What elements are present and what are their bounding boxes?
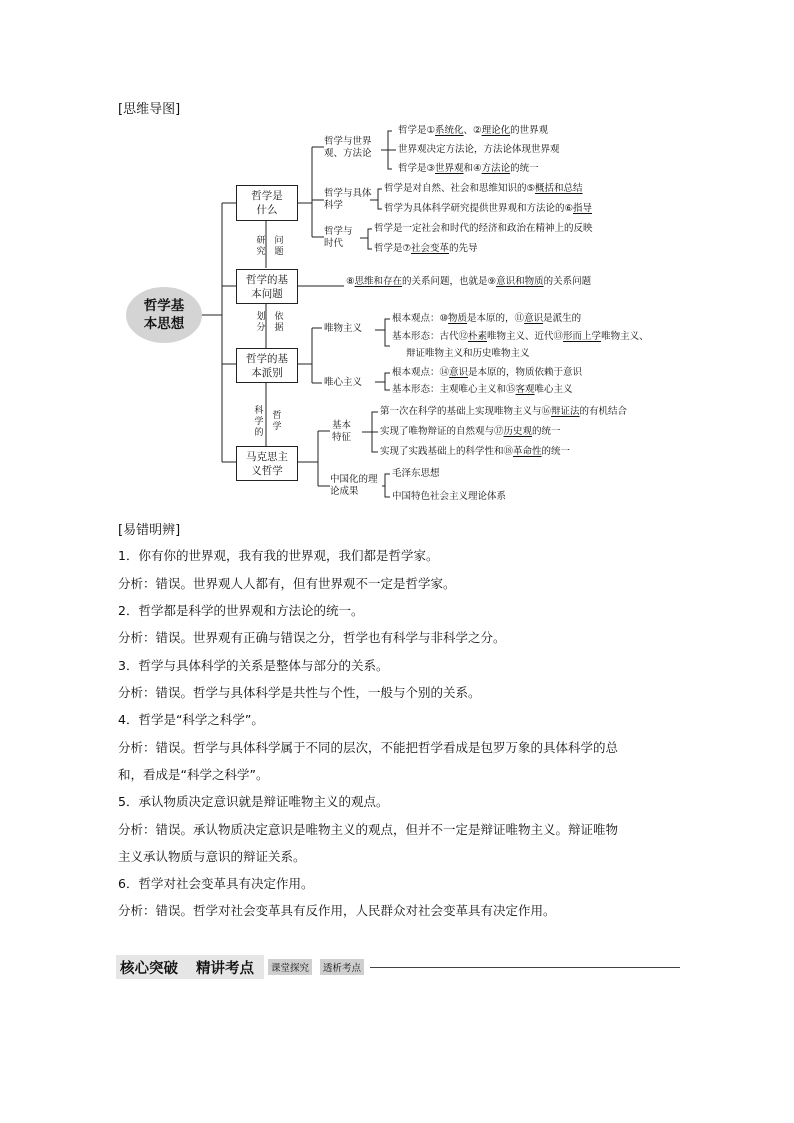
connector-char: 分 — [256, 323, 266, 333]
leaf-a3: 哲学是③世界观和④方法论的统一 — [398, 163, 539, 174]
node-label: 马克思主义哲学 — [246, 450, 288, 477]
question-2: 2．哲学都是科学的世界观和方法论的统一。 — [118, 603, 364, 618]
banner-subtitle-1: 课堂探究 — [268, 959, 312, 975]
connector-char: 学 — [272, 422, 282, 432]
answer-1: 分析：错误。世界观人人都有，但有世界观不一定是哲学家。 — [118, 576, 456, 591]
node-label: 哲学的基本问题 — [246, 273, 288, 300]
connector-char: 的 — [254, 428, 264, 438]
node-what-is-philosophy — [236, 185, 298, 221]
branch-basic-features: 基本特征 — [332, 420, 352, 443]
branch-idealism: 唯心主义 — [324, 377, 363, 388]
mindmap-root — [126, 287, 202, 343]
question-1: 1．你有你的世界观，我有我的世界观，我们都是哲学家。 — [118, 548, 439, 563]
leaf-g2: 中国特色社会主义理论体系 — [392, 491, 507, 502]
connector-char: 学 — [254, 417, 264, 427]
leaf-f3: 实现了实践基础上的科学性和⑱革命性的统一 — [380, 446, 571, 457]
question-3: 3．哲学与具体科学的关系是整体与部分的关系。 — [118, 658, 389, 673]
connector-char: 哲 — [272, 411, 282, 421]
leaf-e1: 根本观点：⑭意识是本原的，物质依赖于意识 — [392, 367, 583, 378]
answer-2: 分析：错误。世界观有正确与错误之分，哲学也有科学与非科学之分。 — [118, 630, 506, 645]
banner-title-1: 核心突破 — [120, 961, 178, 977]
question-4: 4．哲学是“科学之科学”。 — [118, 712, 264, 727]
node-basic-schools — [236, 348, 298, 383]
branch-era: 哲学与时代 — [324, 226, 353, 249]
leaf-d2: 基本形态：古代⑫朴素唯物主义、近代⑬形而上学唯物主义、 — [392, 331, 649, 342]
leaf-basic-question: ⑧思维和存在的关系问题，也就是⑨意识和物质的关系问题 — [346, 276, 592, 287]
mindmap-header: [思维导图] — [118, 102, 181, 117]
leaf-f1: 第一次在科学的基础上实现唯物主义与⑯辩证法的有机结合 — [380, 406, 628, 417]
connector-char: 科 — [254, 406, 264, 416]
leaf-g1: 毛泽东思想 — [392, 468, 440, 479]
connector-division — [256, 312, 284, 334]
node-label: 哲学是什么 — [251, 190, 283, 216]
branch-specific-science: 哲学与具体科学 — [324, 188, 372, 211]
banner-rule — [370, 967, 680, 968]
answer-6: 分析：错误。哲学对社会变革具有反作用，人民群众对社会变革具有决定作用。 — [118, 903, 556, 918]
errors-header: [易错明辨] — [118, 523, 181, 538]
answer-3: 分析：错误。哲学与具体科学是共性与个性，一般与个别的关系。 — [118, 685, 481, 700]
connector-char: 划 — [256, 312, 266, 322]
leaf-a2: 世界观决定方法论，方法论体现世界观 — [398, 144, 560, 155]
leaf-c1: 哲学是一定社会和时代的经济和政治在精神上的反映 — [374, 223, 593, 234]
connector-char: 问 — [274, 236, 284, 246]
node-basic-question — [236, 269, 298, 304]
connector-char: 题 — [274, 247, 284, 257]
banner-title-2: 精讲考点 — [196, 961, 254, 977]
question-6: 6．哲学对社会变革具有决定作用。 — [118, 876, 314, 891]
question-5: 5．承认物质决定意识就是辩证唯物主义的观点。 — [118, 794, 389, 809]
connector-char: 研 — [256, 236, 266, 246]
leaf-b2: 哲学为具体科学研究提供世界观和方法论的⑥指导 — [384, 203, 593, 214]
leaf-b1: 哲学是对自然、社会和思维知识的⑤概括和总结 — [384, 183, 583, 194]
connector-char: 依 — [274, 312, 284, 322]
root-label: 哲学基本思想 — [143, 298, 185, 332]
branch-sinicized-results: 中国化的理论成果 — [330, 474, 378, 497]
connector-char: 究 — [256, 247, 266, 257]
leaf-e2: 基本形态：主观唯心主义和⑮客观唯心主义 — [392, 384, 573, 395]
branch-worldview-methodology: 哲学与世界观、方法论 — [324, 136, 372, 159]
answer-4-line-1: 分析：错误。哲学与具体科学属于不同的层次，不能把哲学看成是包罗万象的具体科学的总 — [118, 740, 619, 755]
connector-char: 据 — [274, 323, 284, 333]
answer-5-line-1: 分析：错误。承认物质决定意识是唯物主义的观点，但并不一定是辩证唯物主义。辩证唯物 — [118, 822, 619, 837]
leaf-f2: 实现了唯物辩证的自然观与⑰历史观的统一 — [380, 426, 561, 437]
leaf-d1: 根本观点：⑩物质是本原的，⑪意识是派生的 — [392, 313, 582, 324]
node-marxist-philosophy — [236, 446, 298, 481]
leaf-c2: 哲学是⑦社会变革的先导 — [374, 243, 478, 254]
branch-materialism: 唯物主义 — [324, 323, 363, 334]
mindmap-lines — [0, 0, 794, 520]
node-label: 哲学的基本派别 — [246, 352, 288, 379]
connector-scientific — [254, 406, 282, 439]
connector-research — [256, 236, 284, 258]
answer-4-line-2: 和，看成是“科学之科学”。 — [118, 767, 269, 782]
answer-5-line-2: 主义承认物质与意识的辩证关系。 — [118, 849, 306, 864]
leaf-d3: 辩证唯物主义和历史唯物主义 — [406, 348, 530, 359]
leaf-a1: 哲学是①系统化、②理论化的世界观 — [398, 125, 549, 136]
banner-subtitle-2: 透析考点 — [320, 959, 364, 975]
